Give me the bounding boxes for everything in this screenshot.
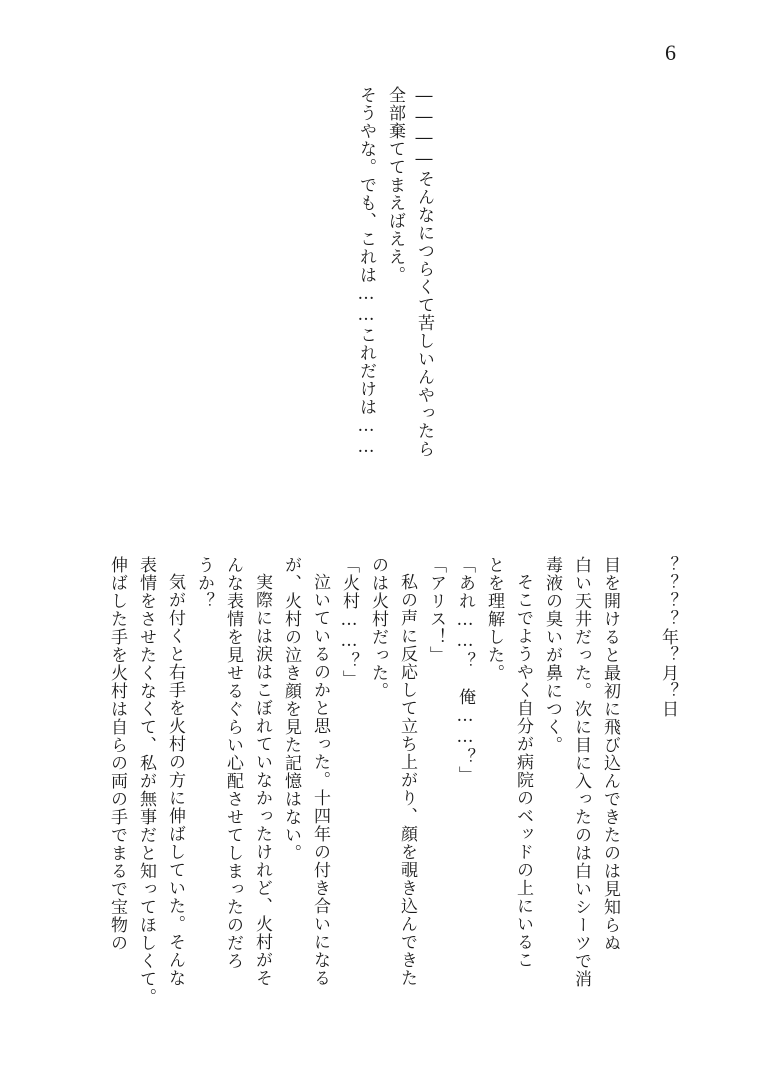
- dialogue-line: 「アリス！」: [426, 556, 446, 664]
- body-line: そこでようやく自分が病院のベッドの上にいるこ: [513, 573, 533, 969]
- body-line: が、火村の泣き顔を見た記憶はない。: [281, 556, 301, 862]
- intro-line: 全部棄ててまえばええ。: [385, 86, 405, 284]
- page-number: 6: [665, 40, 676, 65]
- body-line: のは火村だった。: [368, 556, 388, 700]
- body-line: 毒液の臭いが鼻につく。: [542, 556, 562, 754]
- dialogue-line: 「あれ……？ 俺……？」: [455, 556, 475, 784]
- intro-line: そうやな。でも、これは……これだけは……: [356, 86, 376, 458]
- body-line: んな表情を見せるぐらい心配させてしまったのだろ: [223, 556, 243, 970]
- body-line: 実際には涙はこぼれていなかったけれど、火村がそ: [252, 573, 272, 987]
- body-line: 白い天井だった。次に目に入ったのは白いシーツで消: [571, 556, 591, 988]
- date-heading: ？？？？年？月？日: [658, 556, 678, 718]
- intro-passage: [350, 86, 438, 486]
- body-line: 私の声に反応して立ち上がり、顔を覗き込んできた: [397, 573, 417, 987]
- body-line: 気が付くと右手を火村の方に伸ばしていた。そんな: [165, 573, 185, 987]
- dialogue-line: 「火村……？」: [339, 556, 359, 688]
- intro-line: ――――そんなにつらくて苦しいんやったら: [414, 86, 434, 458]
- body-line: 表情をさせたくなくて、私が無事だと知ってほしくて。: [136, 556, 156, 1006]
- main-passage: [92, 556, 682, 1006]
- body-line: 泣いているのかと思った。十四年の付き合いになる: [310, 573, 330, 987]
- body-line: 伸ばした手を火村は自らの両の手でまるで宝物の: [107, 556, 127, 952]
- body-line: 目を開けると最初に飛び込んできたのは見知らぬ: [600, 556, 620, 952]
- body-line: とを理解した。: [484, 556, 504, 682]
- body-line: うか？: [194, 556, 214, 610]
